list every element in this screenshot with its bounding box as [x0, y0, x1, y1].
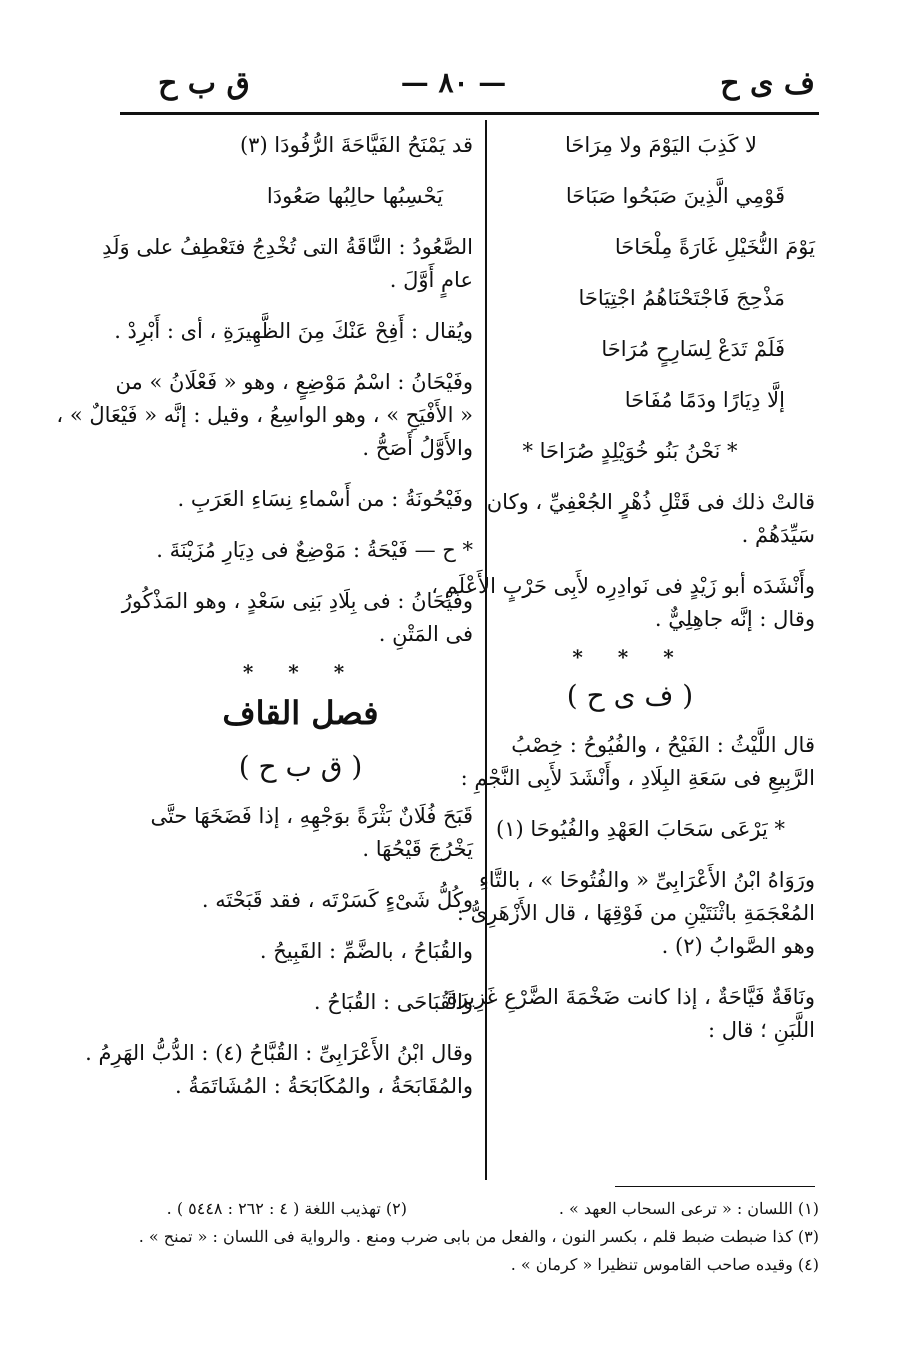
text-line: الرَّبِيعِ فى سَعَةِ البِلَادِ ، وأَنْشَدَ لأَبِى النَّجْمِ :	[460, 766, 815, 790]
header-root-left: ق ب ح	[158, 66, 250, 101]
text-line: * ح — فَيْحَةُ : مَوْضِعٌ فى دِيَارِ مُزَيْنَةَ .	[156, 538, 473, 562]
text-line: وقال ابْنُ الأَعْرَابِىِّ : القُبَّاحُ (٤) : الدُّبُّ الهَرِمُ .	[85, 1041, 473, 1065]
verse-line: يَوْمَ النُّخَيْلِ غَارَةً مِلْحَاحَا	[614, 235, 815, 259]
verse-line: * نَحْنُ بَنُو خُوَيْلِدٍ صُرَاحَا *	[522, 439, 738, 463]
page-number: — ٨٠ —	[400, 66, 507, 99]
footnote-4: (٤) وقيده صاحب القاموس تنظيرا « كرمان » .	[510, 1255, 819, 1274]
text-line: سَيِّدَهُمْ .	[741, 523, 815, 547]
root-heading: ( ق ب ح )	[238, 750, 363, 783]
verse-line: * يَرْعَى سَحَابَ العَهْدِ والفُيُوحَا (١)	[496, 817, 785, 841]
text-line: الصَّعُودُ : النَّاقَةُ التى تُخْدِجُ فتَعْطِفُ على وَلَدِ	[102, 235, 473, 259]
verse-line: قَوْمِي الَّذِينَ صَبَحُوا صَبَاحَا	[565, 184, 785, 208]
header-root-right: ف ى ح	[720, 66, 815, 101]
text-line: والقُبَاحَى : القُبَاحُ .	[313, 990, 473, 1014]
text-line: وقال : إنَّه جاهِلِيٌّ .	[654, 607, 815, 631]
text-line: وفَيْحُونَةُ : من أَسْماءِ نِسَاءِ العَرَبِ .	[177, 487, 473, 511]
text-line: وكُلُّ شَىْءٍ كَسَرْتَه ، فقد قَبَحْتَه .	[201, 888, 473, 912]
text-line: وفَيْحَانُ : اسْمُ مَوْضِعٍ ، وهو « فَعْلَانُ » من	[115, 370, 473, 394]
footnote-1: (١) اللسان : « ترعى السحاب العهد » .	[558, 1199, 819, 1218]
footnote-2: (٢) تهذيب اللغة ( ٤ : ٢٦٢ : ٥٤٤٨ ) .	[166, 1199, 407, 1218]
text-line: اللَّبَنِ ؛ قال :	[708, 1018, 815, 1042]
footnote-3: (٣) كذا ضبطت ضبط قلم ، بكسر النون ، والفعل من بابى ضرب ومنع . والرواية فى اللسان : « تمنح » .	[138, 1227, 819, 1246]
text-line: وفَيْحَانُ : فى بِلَادِ بَنِى سَعْدٍ ، وهو المَذْكُورُ	[121, 589, 473, 613]
text-line: والقُبَاحُ ، بالضَّمِّ : القَبِيحُ .	[259, 939, 473, 963]
text-line: والأَوَّلُ أَصَحُّ .	[362, 436, 473, 460]
section-title: فصل القاف	[222, 694, 379, 732]
left-column	[56, 132, 473, 1106]
text-line: ورَوَاهُ ابْنُ الأَعْرَابِىِّ « والفُتُوحَا » ، بالتَّاءِ	[478, 868, 815, 892]
text-line: قال اللَّيْثُ : الفَيْحُ ، والفُيُوحُ : خِصْبُ	[511, 733, 815, 757]
text-line: المُعْجَمَةِ باثْنَتَيْنِ من فَوْقِهَا ، قال الأَزْهَرِىُّ :	[456, 901, 815, 925]
root-heading: ( ف ى ح )	[566, 679, 694, 712]
verse-line: مَذْحِجَ فَاجْتَحْنَاهُمُ اجْتِيَاحَا	[578, 286, 785, 310]
text-line: ونَاقَةٌ فَيَّاحَةٌ ، إذا كانت ضَخْمَةَ الضَّرْعِ غَزِيرَةَ	[446, 985, 815, 1009]
separator-stars: * * *	[242, 660, 359, 684]
text-line: عامٍ أَوَّلَ .	[389, 268, 473, 292]
text-line: وهو الصَّوابُ (٢) .	[661, 934, 815, 958]
verse-line: قد يَمْنَحُ الفَيَّاحَةَ الرُّفُودَا (٣)	[239, 133, 473, 157]
text-line: والمُقَابَحَةُ ، والمُكَابَحَةُ : المُشَاتَمَةُ .	[174, 1074, 473, 1098]
text-line: ويُقال : أَفِحْ عَنْكَ مِنَ الظَّهِيرَةِ ، أى : أَبْرِدْ .	[114, 319, 473, 343]
text-line: فى المَتْنِ .	[378, 622, 473, 646]
verse-line: يَحْسِبُها حالِبُها صَعُودَا	[266, 184, 443, 208]
verse-line: إلَّا دِيَارًا ودَمًا مُفَاحَا	[624, 388, 785, 412]
separator-stars: * * *	[572, 645, 688, 669]
text-line: يَخْرُجَ قَيْحُهَا .	[362, 837, 473, 861]
text-line: وأَنْشَدَه أبو زَيْدٍ فى نَوادِرِه لأَبِى حَرْبٍ الأَعْلَمِ ،	[431, 574, 815, 598]
verse-line: فَلَمْ تَدَعْ لِسَارِحٍ مُرَاحَا	[601, 337, 785, 361]
text-line: قالتْ ذلك فى قَتْلِ ذُهْرٍ الجُعْفِيِّ ، وكان	[486, 490, 815, 514]
verse-line: لا كَذِبَ اليَوْمَ ولا مِرَاحَا	[564, 133, 757, 157]
footnote-rule	[615, 1186, 815, 1187]
header-rule	[120, 112, 819, 115]
text-line: قَبَحَ فُلَانٌ بَثْرَةً بوَجْهِهِ ، إذا فَضَخَهَا حتَّى	[150, 804, 473, 828]
text-line: « الأَفْيَحِ » ، وهو الواسِعُ ، وقيل : إنَّه « فَيْعَالٌ » ،	[56, 403, 473, 427]
